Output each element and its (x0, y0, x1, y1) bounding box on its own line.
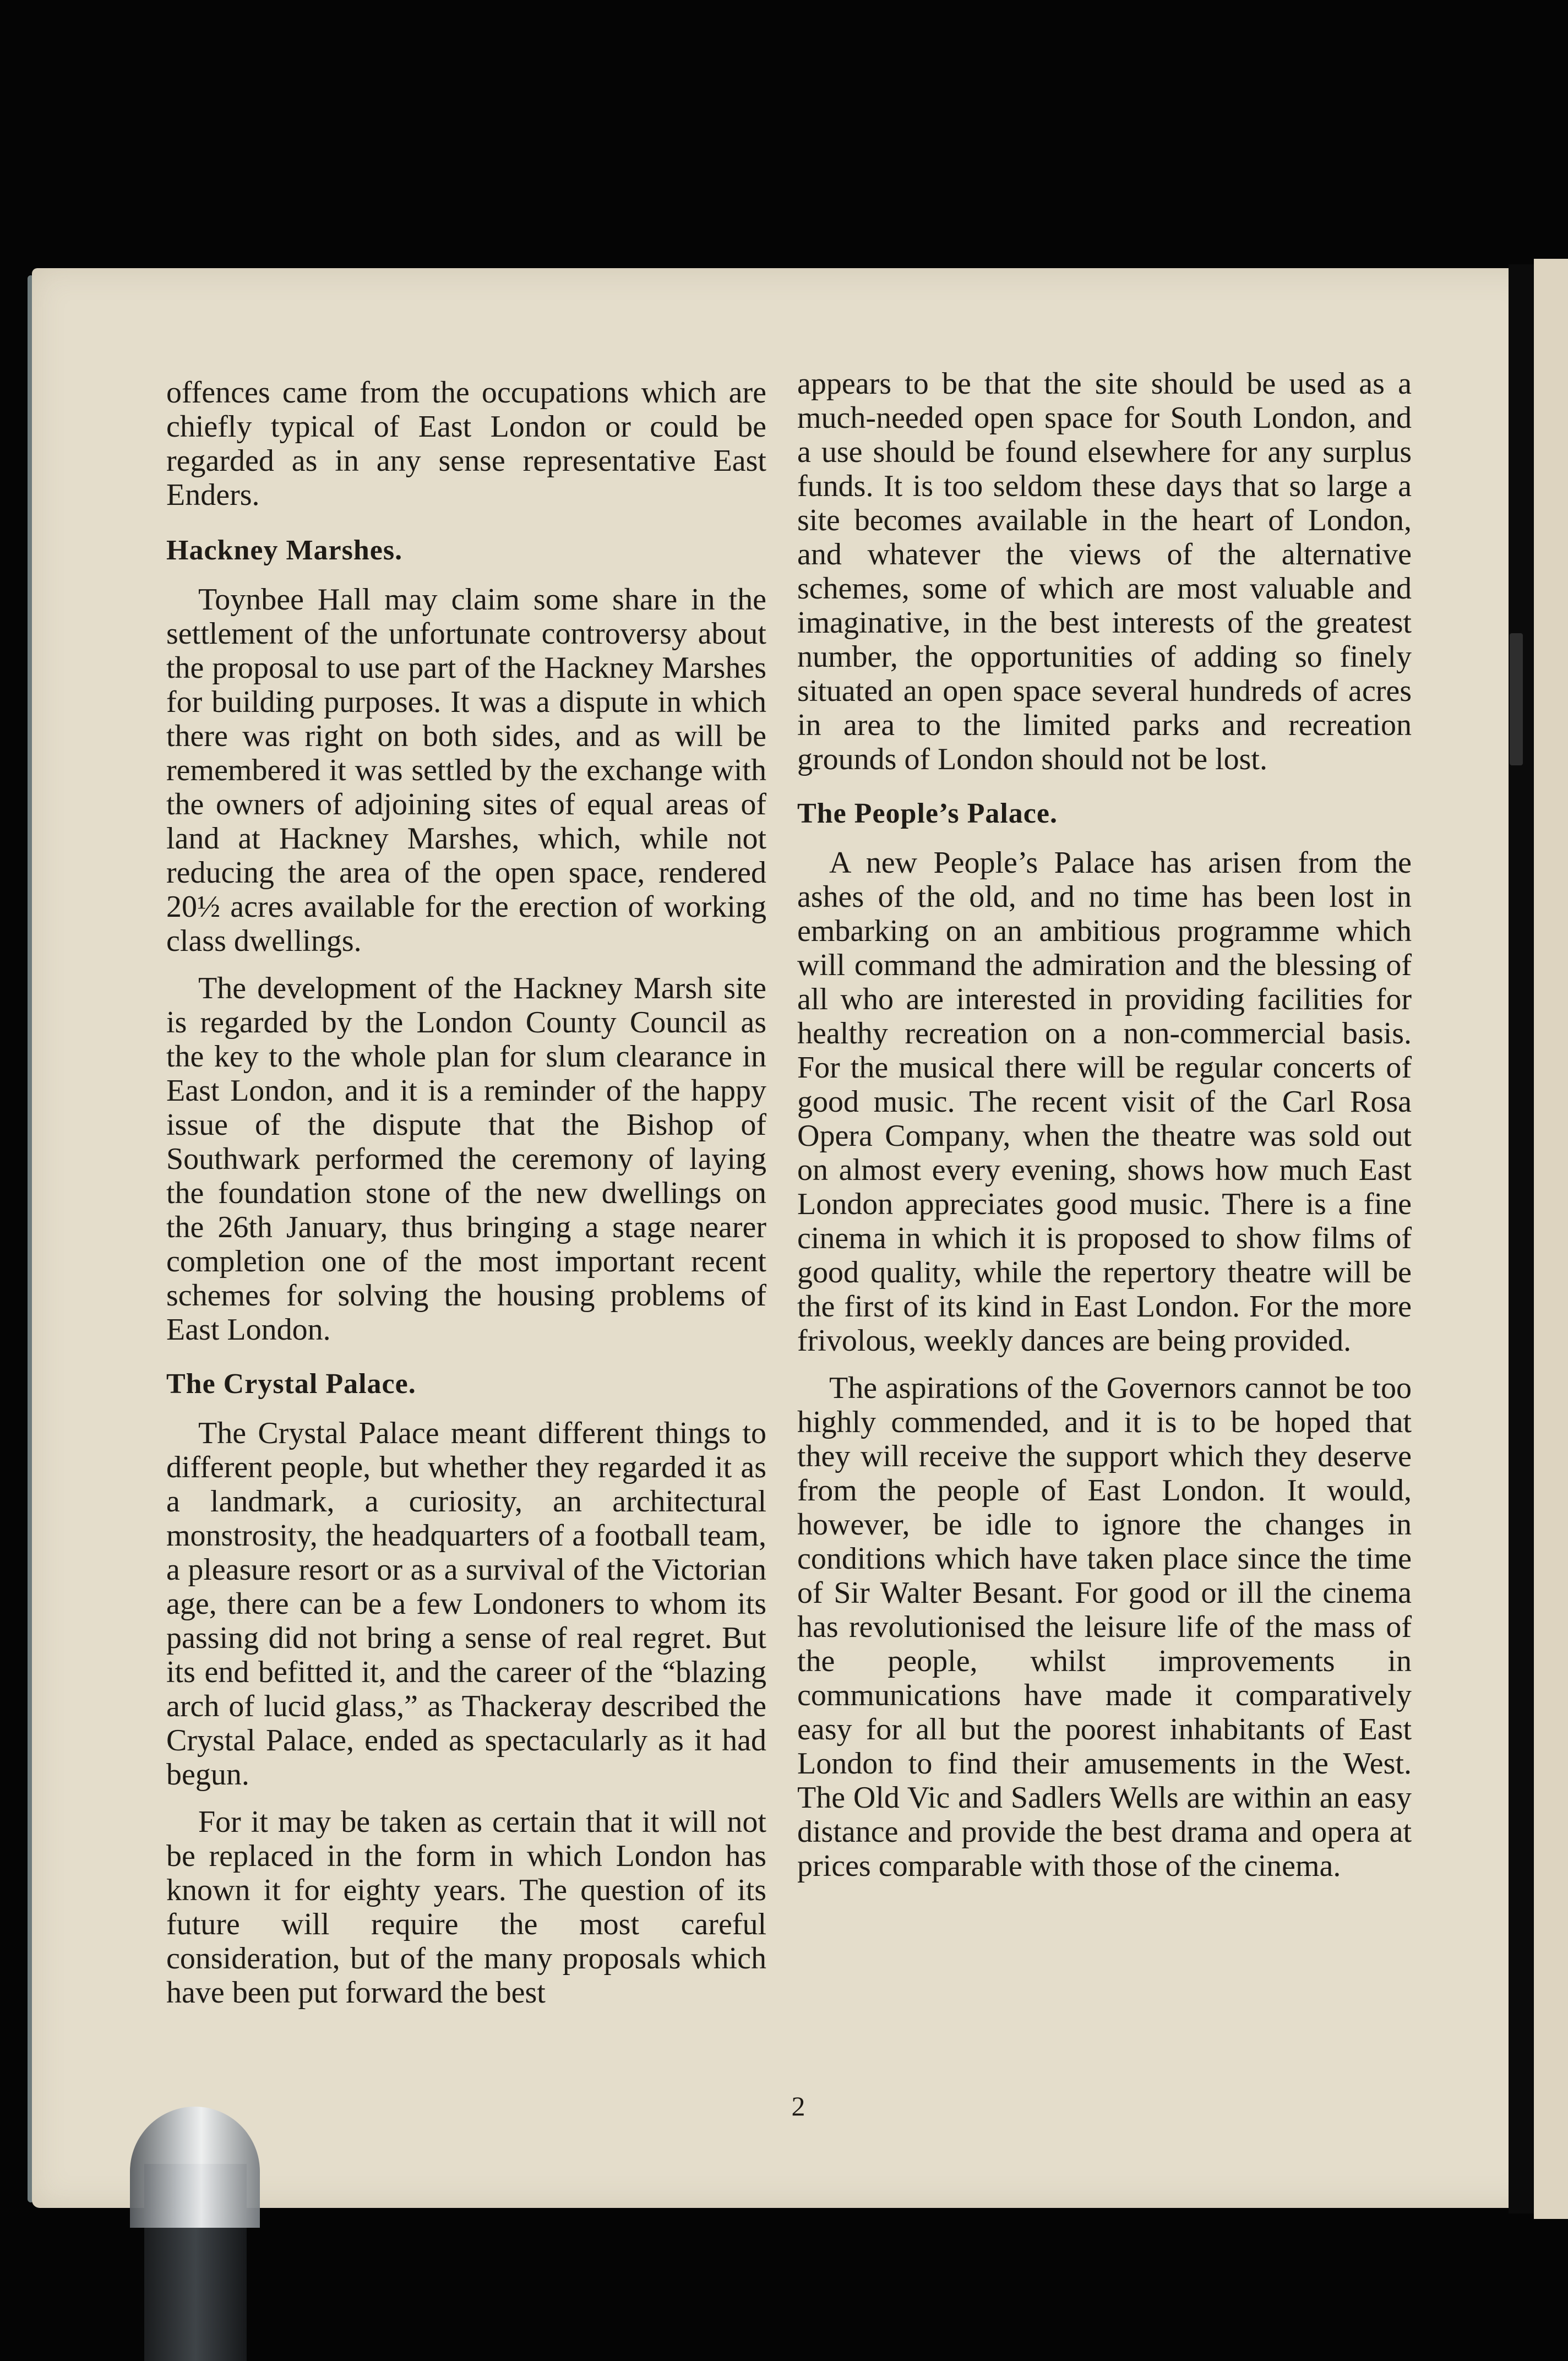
left-column-intro: offences came from the occupations which are chiefly typical of East London or could be regarded as in any sense representative East Enders. (166, 376, 766, 512)
paragraph: The Crystal Palace meant different things to different people, but whether they regarded it as a landmark, a curiosity, an architectural monstrosity, the headquarters of a football team, a pleasure resort or as a survival of the Victorian age, there can be a few Londoners to whom its passing did not bring a sense of real regret. But its end befitted it, and the career of the “blazing arch of lucid glass,” as Thackeray described the Crystal Palace, ended as spectacularly as it had begun. (166, 1416, 766, 1792)
section-heading-crystal-palace: The Crystal Palace. (166, 1368, 416, 1400)
background-shadow (0, 2208, 132, 2361)
page-number: 2 (791, 2091, 805, 2121)
section-heading-hackney-marshes: Hackney Marshes. (166, 535, 403, 566)
paragraph: The development of the Hackney Marsh site is regarded by the London County Council as the key to the whole plan for slum clearance in East London, and it is a reminder of the happy issue of the dispute that the Bishop of Southwark performed the ceremony of laying the foundation stone of the new dwellings on the 26th January, thus bringing a stage nearer completion one of the most important recent schemes for solving the housing problems of East London. (166, 971, 766, 1347)
page-weight-clip (130, 2107, 260, 2228)
right-text-column (797, 367, 1412, 1896)
section-heading-peoples-palace: The People’s Palace. (797, 798, 1058, 829)
paragraph: The aspirations of the Governors cannot be too highly commended, and it is to be hoped that they will receive the support which they deserve from the people of East London. It would, however, be idle to ignore the changes in conditions which have taken place since the time of Sir Walter Besant. For good or ill the cinema has revolutionised the leisure life of the mass of the people, whilst improvements in communications have made it comparatively easy for all but the poorest inhabitants of East London to find their amusements in the West. The Old Vic and Sadlers Wells are within an easy distance and provide the best drama and opera at prices comparable with those of the cinema. (797, 1371, 1412, 1883)
paragraph: For it may be taken as certain that it will not be replaced in the form in which London has known it for eighty years. The question of its future will require the most careful consideration, but of the many proposals which have been put forward the best (166, 1805, 766, 2010)
right-column-intro: appears to be that the site should be used as a much-needed open space for South London, and a use should be found elsewhere for any surplus funds. It is too seldom these days that so large a site becomes available in the heart of London, and whatever the views of the alternative schemes, some of which are most valuable and imaginative, in the best interests of the greatest number, the opportunities of adding so finely situated an open space several hundreds of acres in area to the limited parks and recreation grounds of London should not be lost. (797, 367, 1412, 776)
paragraph: Toynbee Hall may claim some share in the settlement of the unfortunate controversy about the proposal to use part of the Hackney Marshes for building purposes. It was a dispute in which there was right on both sides, and as will be remembered it was settled by the exchange with the owners of adjoining sites of equal areas of land at Hackney Marshes, which, while not reducing the area of the open space, rendered 20½ acres available for the erection of working class dwellings. (166, 583, 766, 958)
adjacent-page-mark (1510, 633, 1523, 765)
paragraph: A new People’s Palace has arisen from the ashes of the old, and no time has been lost in embarking on an ambitious programme which will command the admiration and the blessing of all who are interested in providing facilities for healthy recreation on a non-commercial basis. For the musical there will be regular concerts of good music. The recent visit of the Carl Rosa Opera Company, when the theatre was sold out on almost every evening, shows how much East London appreciates good music. There is a fine cinema in which it is proposed to show films of good quality, while the repertory theatre will be the first of its kind in East London. For the more frivolous, weekly dances are being provided. (797, 846, 1412, 1358)
adjacent-page-edge (1534, 259, 1568, 2219)
left-text-column (166, 376, 766, 2023)
book-spine-gap (1509, 264, 1534, 2213)
